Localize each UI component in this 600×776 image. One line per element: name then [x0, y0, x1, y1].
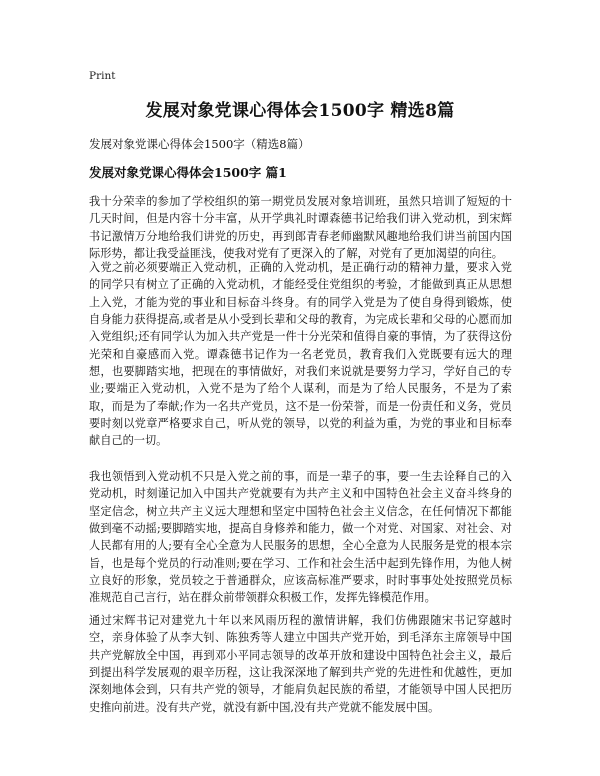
paragraph-3: 我也领悟到入党动机不只是入党之前的事，而是一辈子的事，要一生去诠释自己的入党动机，时刻谨记加入中国共产党就要有为共产主义和中国特色社会主义奋斗终身的坚定信念，树立共产主义远大理想和坚定中国特色社会主义信念，在任何情况下都能做到毫不动摇;要脚踏实地，提高自身修养和能力，做一个对党、对国家、对社会、对人民都有用的人;要有全心全意为人民服务的思想，全心全意为人民服务是党的根本宗旨，也是每个党员的行动准则;要在学习、工作和社会生活中起到先锋作用，为他人树立良好的形象，党员较之于普通群众，应该高标准严要求，时时事事处处按照党员标准规范自己言行，站在群众前带领群众积极工作，发挥先锋模范作用。	[89, 470, 512, 605]
paragraph-4: 通过宋辉书记对建党九十年以来风雨历程的激情讲解，我们仿佛跟随宋书记穿越时空，亲身体验了从李大钊、陈独秀等人建立中国共产党开始，到毛泽东主席领导中国共产党解放全中国，再到邓小平同志领导的改革开放和建设中国特色社会主义，最后到提出科学发展观的艰辛历程，这让我深深地了解到共产党的先进性和优越性，更加深刻地体会到，只有共产党的领导，才能肩负起民族的希望，才能领导中国人民把历史推向前进。没有共产党，就没有新中国,没有共产党就不能发展中国。	[89, 614, 512, 714]
paragraph-1: 我十分荣幸的参加了学校组织的第一期党员发展对象培训班，虽然只培训了短短的十几天时间，但是内容十分丰富，从开学典礼时谭森德书记给我们讲入党动机，到宋辉书记激情万分地给我们讲党的历史，再到郎青春老师幽默风趣地给我们讲当前国内国际形势，都让我受益匪浅，使我对党有了更深入的了解，对党有了更加渴望的向往。	[89, 195, 512, 261]
print-label: Print	[89, 70, 116, 82]
document-subtitle: 发展对象党课心得体会1500字（精选8篇）	[89, 137, 310, 151]
paragraph-2: 入党之前必须要端正入党动机，正确的入党动机，是正确行动的精神力量，要求入党的同学只有树立了正确的入党动机，才能经受住党组织的考验，才能做到真正从思想上入党，才能为党的事业和目标奋斗终身。有的同学入党是为了使自身得到锻炼，使自身能力获得提高,或者是从小受到长辈和父母的教育，为完成长辈和父母的心愿而加入党组织;还有同学认为加入共产党是一件十分光荣和值得自豪的事情，为了获得这份光荣和自豪感而入党。谭森德书记作为一名老党员，教育我们入党既要有远大的理想，也要脚踏实地，把现在的事情做好，对我们来说就是要努力学习，学好自己的专业;要端正入党动机，入党不是为了给个人谋利，而是为了给人民服务，不是为了索取，而是为了奉献;作为一名共产党员，这不是一份荣誉，而是一份责任和义务，党员要时刻以党章严格要求自己，听从党的领导，以党的利益为重，为党的事业和目标奉献自己的一切。	[89, 261, 512, 448]
page-title: 发展对象党课心得体会1500字 精选8篇	[145, 101, 455, 121]
section-heading: 发展对象党课心得体会1500字 篇1	[89, 165, 287, 180]
